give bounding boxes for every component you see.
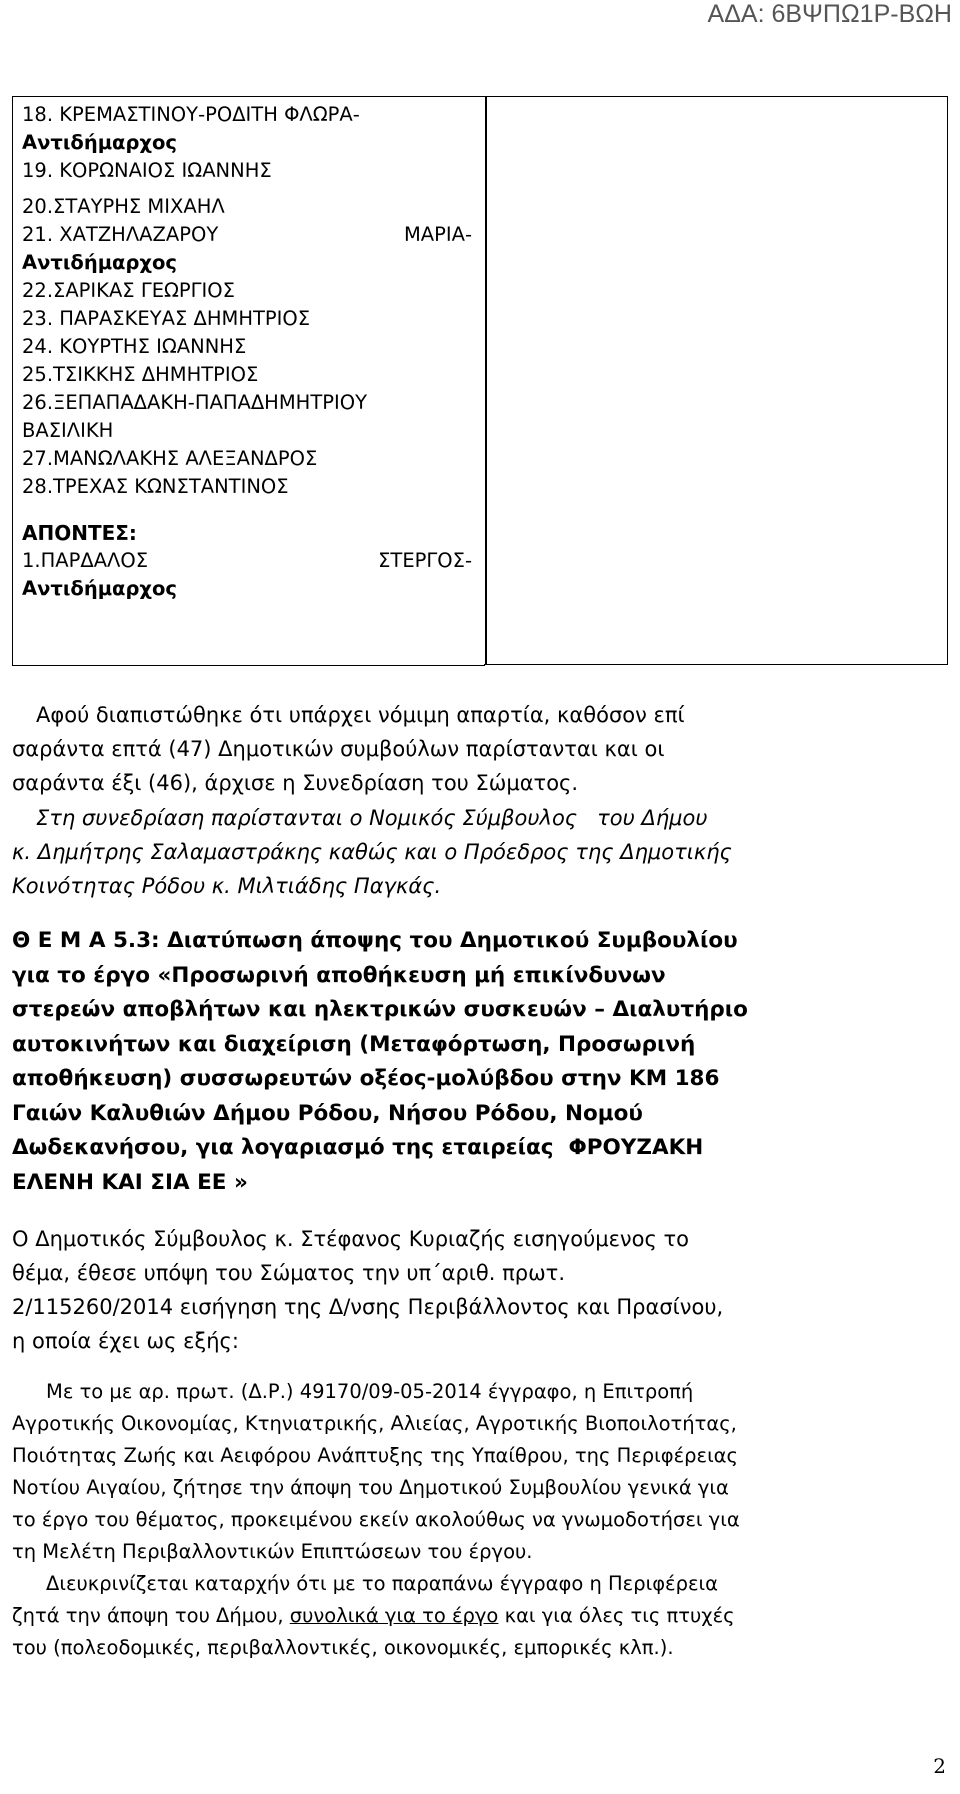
proposal-text-part: ζητά την άποψη του Δήμου, — [12, 1604, 290, 1627]
present-paragraph — [12, 801, 948, 903]
proposal-line-underlined — [12, 1600, 948, 1632]
member-25: 25.ΤΣΙΚΚΗΣ ΔΗΜΗΤΡΙΟΣ — [22, 363, 259, 386]
absent-1-name-end: ΣΤΕΡΓΟΣ- — [378, 549, 472, 572]
table-divider — [485, 97, 487, 665]
present-line: Κοινότητας Ρόδου κ. Μιλτιάδης Παγκάς. — [12, 874, 442, 898]
absent-1 — [22, 547, 472, 575]
proposal-text-part: και για όλες τις πτυχές — [498, 1604, 735, 1627]
member-21 — [22, 221, 472, 249]
theme-line: στερεών αποβλήτων και ηλεκτρικών συσκευών – Διαλυτήριο — [12, 997, 748, 1022]
rapporteur-line: Ο Δημοτικός Σύμβουλος κ. Στέφανος Κυριαζής εισηγούμενος το — [12, 1227, 690, 1251]
theme-line: Δωδεκανήσου, για λογαριασμό της εταιρείας ΦΡΟΥΖΑΚΗ — [12, 1135, 704, 1160]
theme-line: αποθήκευση) συσσωρευτών οξέος-μολύβδου στην ΚΜ 186 — [12, 1066, 720, 1091]
present-line: κ. Δημήτρης Σαλαμαστράκης καθώς και ο Πρόεδρος της Δημοτικής — [12, 840, 732, 864]
absent-1-role: Αντιδήμαρχος — [22, 577, 177, 600]
quorum-line: σαράντα επτά (47) Δημοτικών συμβούλων παρίστανται και οι — [12, 737, 665, 761]
theme-line: για το έργο «Προσωρινή αποθήκευση μή επικίνδυνων — [12, 962, 666, 988]
absent-1-name: 1.ΠΑΡΔΑΛΟΣ — [22, 549, 149, 572]
table-border-top — [484, 96, 948, 97]
member-24: 24. ΚΟΥΡΤΗΣ ΙΩΑΝΝΗΣ — [22, 335, 247, 358]
rapporteur-line: η οποία έχει ως εξής: — [12, 1329, 239, 1353]
theme-line: Γαιών Καλυθιών Δήμου Ρόδου, Νήσου Ρόδου, Νομού — [12, 1100, 643, 1126]
attendance-list — [22, 101, 472, 603]
member-27: 27.ΜΑΝΩΛΑΚΗΣ ΑΛΕΞΑΝΔΡΟΣ — [22, 447, 318, 470]
theme-line: Θ Ε Μ Α 5.3: Διατύπωση άποψης του Δημοτικού Συμβουλίου — [12, 928, 738, 953]
rapporteur-paragraph — [12, 1222, 948, 1358]
table-border-right — [947, 96, 948, 665]
proposal-line: του (πολεοδομικές, περιβαλλοντικές, οικονομικές, εμπορικές κλπ.). — [12, 1636, 674, 1659]
member-21-name-end: ΜΑΡΙΑ- — [403, 223, 472, 246]
proposal-line: Νοτίου Αιγαίου, ζήτησε την άποψη του Δημοτικού Συμβουλίου γενικά για — [12, 1476, 729, 1499]
theme-line: ΕΛΕΝΗ ΚΑΙ ΣΙΑ ΕΕ » — [12, 1169, 248, 1195]
member-26-cont: ΒΑΣΙΛΙΚΗ — [22, 419, 114, 442]
page-number: 2 — [933, 1754, 946, 1778]
proposal-line: Αγροτικής Οικονομίας, Κτηνιατρικής, Αλιείας, Αγροτικής Βιοποιλοτήτας, — [12, 1412, 737, 1435]
proposal-line: Διευκρινίζεται καταρχήν ότι με το παραπάνω έγγραφο η Περιφέρεια — [46, 1572, 718, 1595]
rapporteur-line: 2/115260/2014 εισήγηση της Δ/νσης Περιβάλλοντος και Πρασίνου, — [12, 1295, 724, 1319]
member-21-role: Αντιδήμαρχος — [22, 251, 177, 274]
proposal-line: Με το με αρ. πρωτ. (Δ.Ρ.) 49170/09-05-2014 έγγραφο, η Επιτροπή — [46, 1380, 694, 1403]
underlined-phrase: συνολικά για το έργο — [289, 1604, 499, 1627]
attendance-table — [12, 96, 485, 666]
proposal-line: τη Μελέτη Περιβαλλοντικών Επιπτώσεων του έργου. — [12, 1540, 533, 1563]
ada-code: ΑΔΑ: 6ΒΨΠΩ1Ρ-ΒΩΗ — [707, 0, 952, 28]
theme-heading — [12, 924, 948, 1200]
absent-heading: ΑΠΟΝΤΕΣ: — [22, 521, 137, 545]
quorum-line: Αφού διαπιστώθηκε ότι υπάρχει νόμιμη απαρτία, καθόσον επί — [36, 703, 685, 727]
member-28: 28.ΤΡΕΧΑΣ ΚΩΝΣΤΑΝΤΙΝΟΣ — [22, 475, 289, 498]
member-23: 23. ΠΑΡΑΣΚΕΥΑΣ ΔΗΜΗΤΡΙΟΣ — [22, 307, 311, 330]
quorum-line: σαράντα έξι (46), άρχισε η Συνεδρίαση του Σώματος. — [12, 771, 579, 795]
theme-line: αυτοκινήτων και διαχείριση (Μεταφόρτωση, Προσωρινή — [12, 1031, 696, 1057]
rapporteur-line: θέμα, έθεσε υπόψη του Σώματος την υπ΄αριθ. πρωτ. — [12, 1261, 565, 1285]
member-20: 20.ΣΤΑΥΡΗΣ ΜΙΧΑΗΛ — [22, 195, 225, 218]
table-border-bottom — [484, 664, 948, 665]
quorum-paragraph — [12, 698, 948, 800]
member-22: 22.ΣΑΡΙΚΑΣ ΓΕΩΡΓΙΟΣ — [22, 279, 235, 302]
member-18-role: Αντιδήμαρχος — [22, 131, 177, 154]
member-19: 19. ΚΟΡΩΝΑΙΟΣ ΙΩΑΝΝΗΣ — [22, 159, 272, 182]
present-line: Στη συνεδρίαση παρίστανται ο Νομικός Σύμβουλος του Δήμου — [36, 806, 708, 830]
proposal-line: Ποιότητας Ζωής και Αειφόρου Ανάπτυξης της Υπαίθρου, της Περιφέρειας — [12, 1444, 738, 1467]
member-26: 26.ΞΕΠΑΠΑΔΑΚΗ-ΠΑΠΑΔΗΜΗΤΡΙΟΥ — [22, 391, 368, 414]
member-18: 18. ΚΡΕΜΑΣΤΙΝΟΥ-ΡΟΔΙΤΗ ΦΛΩΡΑ- — [22, 103, 360, 126]
proposal-text — [12, 1376, 948, 1664]
member-21-name: 21. ΧΑΤΖΗΛΑΖΑΡΟΥ — [22, 223, 219, 246]
proposal-line: το έργο του θέματος, προκειμένου εκείν ακολούθως να γνωμοδοτήσει για — [12, 1508, 740, 1531]
